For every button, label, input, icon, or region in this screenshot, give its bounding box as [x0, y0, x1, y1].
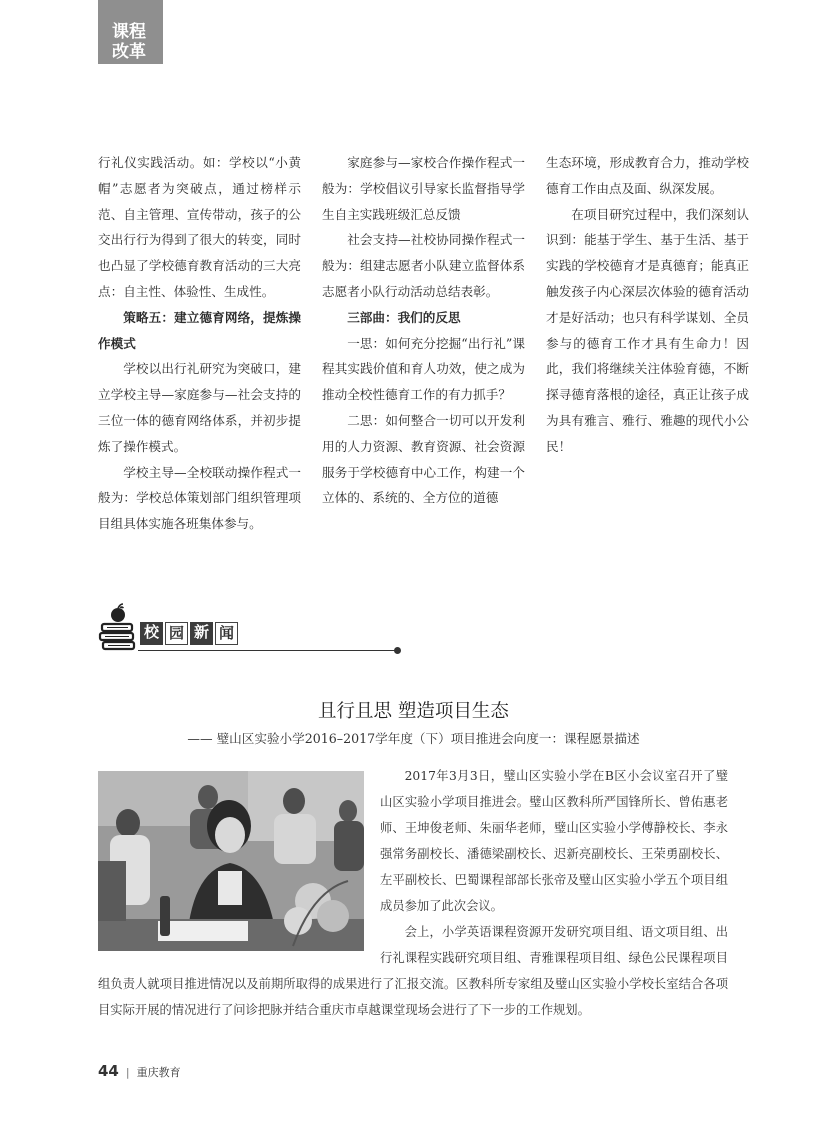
text-column-2 [322, 150, 525, 511]
subheading: 三部曲：我们的反思 [347, 309, 461, 325]
header-char: 园 [165, 622, 188, 645]
paragraph: 社会支持—社校协同操作程式一般为：组建志愿者小队建立监督体系志愿者小队行动活动总结表彰。 [322, 232, 525, 299]
header-char: 闻 [215, 622, 238, 645]
header-rule-dot [394, 647, 401, 654]
header-rule [138, 650, 398, 651]
paragraph: 生态环境，形成教育合力，推动学校德育工作由点及面、纵深发展。 [546, 155, 749, 196]
paragraph: 学校主导—全校联动操作程式一般为：学校总体策划部门组织管理项目组具体实施各班集体参与。 [98, 464, 301, 532]
header-char: 新 [190, 622, 213, 645]
section-tab [98, 0, 163, 64]
paragraph: 学校以出行礼研究为突破口，建立学校主导—家庭参与—社会支持的三位一体的德育网络体系，并初步提炼了操作模式。 [98, 361, 301, 454]
section-tab-line1: 课程 [112, 22, 146, 42]
subheading: 策略五：建立德育网络，提炼操作模式 [98, 309, 301, 351]
paragraph: 在项目研究过程中，我们深刻认识到：能基于学生、基于生活、基于实践的学校德育才是真德育；能真正触发孩子内心深层次体验的德育活动才是好活动；也只有科学谋划、全员参与的德育工作才具有生命力！因此，我们将继续关注体验育德，不断探寻德育落根的途径，真正让孩子成为具有雅言、雅行、雅趣的现代小公民！ [546, 206, 749, 454]
paragraph: 一思：如何充分挖掘“出行礼”课程其实践价值和育人功效，使之成为推动全校性德育工作的有力抓手？ [322, 335, 525, 403]
text-column-1 [98, 150, 301, 537]
article-paragraph: 2017年3月3日，璧山区实验小学在B区小会议室召开了璧山区实验小学项目推进会。璧山区教科所严国锋所长、曾佑惠老师、王坤俊老师、朱丽华老师，璧山区实验小学傅静校长、李永强常务副校长、潘德梁副校长、迟新亮副校长、王荣勇副校长、左平副校长、巴蜀课程部部长张帝及璧山区实验小学五个项目组成员参加了此次会议。 [380, 769, 728, 913]
header-char: 校 [140, 622, 163, 645]
article-title: 且行且思 塑造项目生态 [318, 701, 509, 722]
footer-separator: | [125, 1066, 130, 1079]
text-column-3 [546, 150, 749, 460]
article-subtitle: —— 璧山区实验小学2016–2017学年度（下）项目推进会向度一：课程愿景描述 [187, 731, 640, 746]
article-body [98, 763, 728, 1023]
photo-wrap-spacer [98, 763, 380, 963]
page-footer [98, 1062, 181, 1080]
paragraph: 行礼仪实践活动。如：学校以“小黄帽”志愿者为突破点，通过榜样示范、自主管理、宣传带动，孩子的公交出行行为得到了很大的转变，同时也凸显了学校德育教育活动的三大亮点：自主性、体验性、生成性。 [98, 155, 301, 299]
publication-name: 重庆教育 [136, 1066, 181, 1079]
section-tab-line2: 改革 [112, 42, 146, 62]
paragraph: 二思：如何整合一切可以开发利用的人力资源、教育资源、社会资源服务于学校德育中心工作，构建一个立体的、系统的、全方位的道德 [322, 412, 525, 506]
article-paragraph: 会上，小学英语课程资源开发研究项目组、语文项目组、出行礼课程实践研究项目组、青雅课程项目组、绿色公民课程项目组负责人就项目推进情况以及前期所取得的成果进行了汇报交流。区教科所专家组及璧山区实验小学校长室结合各项目实际开展的情况进行了问诊把脉并结合重庆市卓越课堂现场会进行了下一步的工作规划。 [98, 925, 728, 1017]
campus-news-header [98, 602, 303, 658]
page-number: 44 [98, 1062, 119, 1080]
paragraph: 家庭参与—家校合作操作程式一般为：学校倡议引导家长监督指导学生自主实践班级汇总反馈 [322, 155, 525, 222]
books-apple-icon [98, 602, 138, 656]
